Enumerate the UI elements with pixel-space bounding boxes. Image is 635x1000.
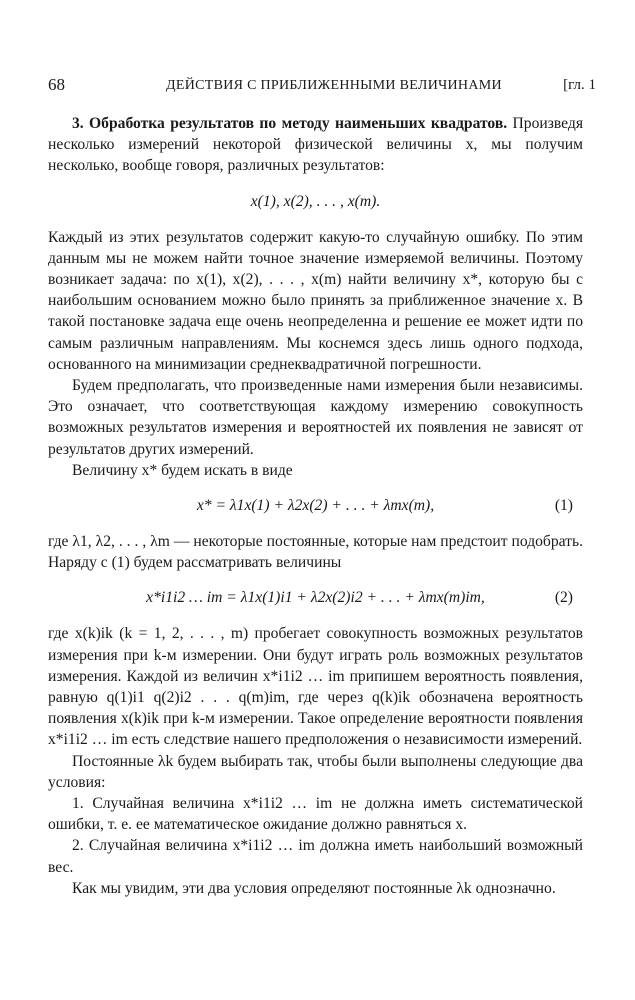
running-title: ДЕЙСТВИЯ С ПРИБЛИЖЕННЫМИ ВЕЛИЧИНАМИ [166,78,502,93]
section-heading: 3. Обработка результатов по методу наименьших квадратов. [72,115,508,132]
equation-2-text: x*i1i2 … im = λ1x(1)i1 + λ2x(2)i2 + . . . + λmx(m)im, [146,589,485,607]
paragraph-4: где λ1, λ2, . . . , λm — некоторые постоянные, которые нам предстоит подобрать. Наряду с (1) будем рассматривать величины [48,533,583,572]
page-body [48,113,583,899]
paragraph-8: 2. Случайная величина x*i1i2 … im должна иметь наибольший возможный вес. [48,837,583,876]
equation-1-number: (1) [554,497,573,515]
paragraph-3: Величину x* будем искать в виде [72,461,293,479]
paragraph-1: Каждый из этих результатов содержит какую-то случайную ошибку. По этим данным мы не можем найти точное значение измеряемой величины. Поэтому возникает задача: по x(1), x(2), . . . , x(m) найти величину x*, которую бы с наибольшим основанием можно было принять за приближенное значение x. В такой постановке задача еще очень неопределенна и решение ее может идти по самым различным направлениям. Мы коснемся здесь лишь одного подхода, основанного на минимизации среднеквадратичной погрешности. [48,228,583,373]
paragraph-7: 1. Случайная величина x*i1i2 … im не должна иметь систематической ошибки, т. е. ее математическое ожидание должно равняться x. [48,795,583,834]
equation-2-number: (2) [554,589,573,607]
paragraph-6: Постоянные λk будем выбирать так, чтобы были выполнены следующие два условия: [48,752,583,791]
intro-text: Произведя несколько измерений некоторой физической величины x, мы получим несколько, вообще говоря, различных результатов: [48,115,584,175]
page-number: 68 [48,75,65,94]
paragraph-9: Как мы увидим, эти два условия определяют постоянные λk однозначно. [72,879,556,897]
equation-1-text: x* = λ1x(1) + λ2x(2) + . . . + λmx(m), [196,497,435,515]
section-intro [48,113,583,177]
equation-1 [48,493,583,519]
equation-results [48,189,583,215]
paragraph-5: где x(k)ik (k = 1, 2, . . . , m) пробегает совокупность возможных результатов измерения при k-м измерении. Они будут играть роль возможных результатов измерения. Каждой из величин x*i1i2 … im припишем вероятность появления, равную q(1)i1 q(2)i2 . . . q(m)im, где через q(k)ik обозначена вероятность появления x(k)ik при k-м измерении. Такое определение вероятности появления x*i1i2 … im есть следствие нашего предположения о независимости измерений. [48,625,583,749]
paragraph-2: Будем предполагать, что произведенные нами измерения были независимы. Это означает, что соответствующая каждому измерению совокупность возможных результатов измерения и вероятностей их появления не зависят от результатов других измерений. [48,377,583,458]
equation-results-text: x(1), x(2), . . . , x(m). [250,192,381,210]
equation-2 [48,585,583,611]
chapter-marker: [гл. 1 [563,77,596,93]
